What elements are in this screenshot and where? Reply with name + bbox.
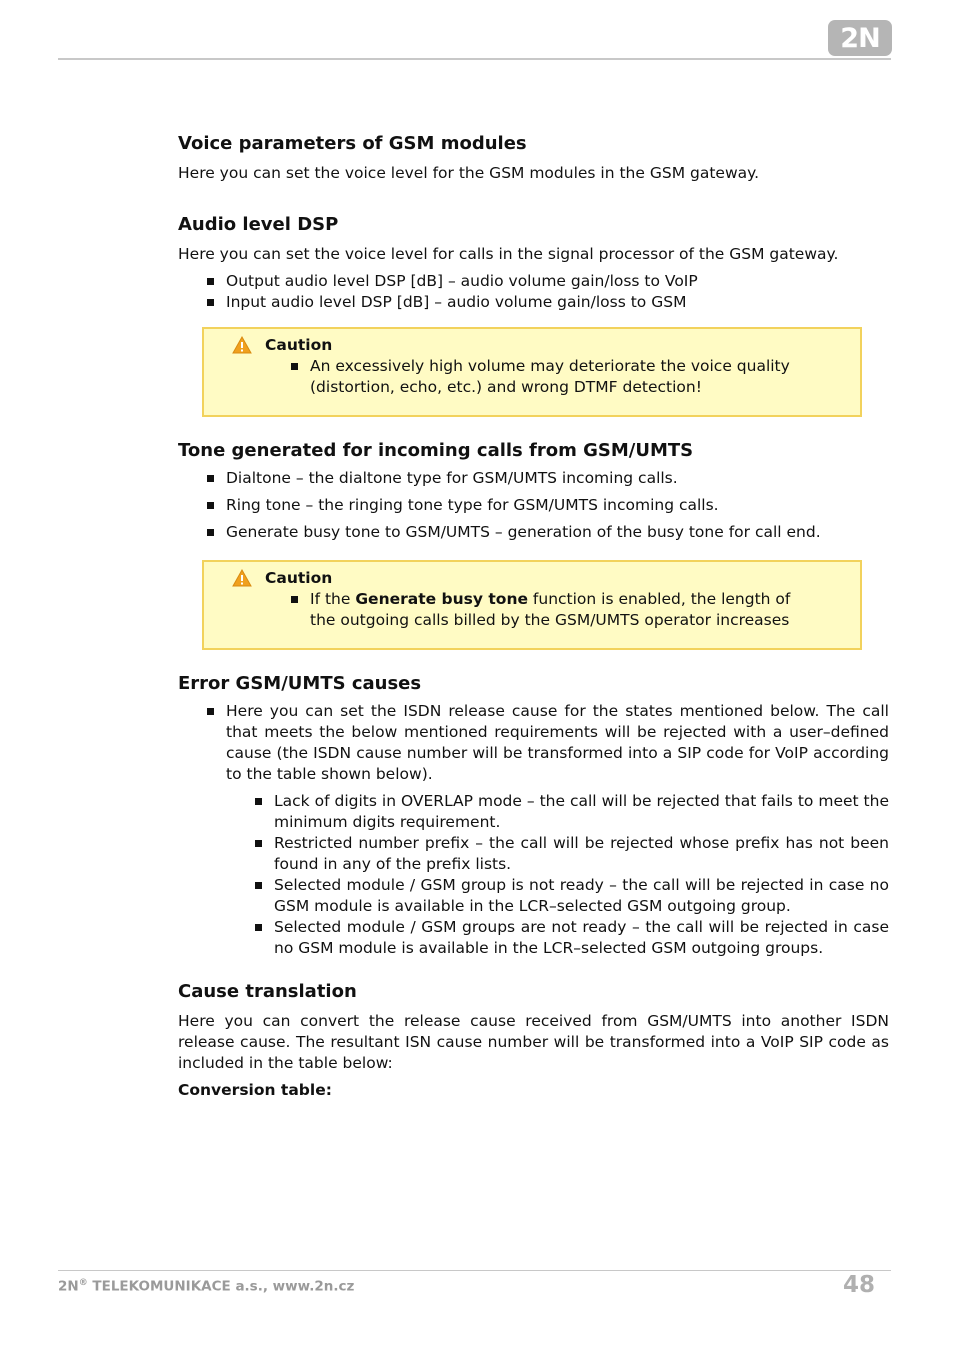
list-item: Input audio level DSP [dB] – audio volume gain/loss to GSM <box>178 292 889 313</box>
section-title-tone: Tone generated for incoming calls from GSM/UMTS <box>178 440 694 461</box>
caution-header <box>204 335 860 355</box>
list-item: Dialtone – the dialtone type for GSM/UMTS incoming calls. <box>178 468 889 489</box>
section-title-voice-parameters: Voice parameters of GSM modules <box>178 133 527 154</box>
list-item: Here you can set the ISDN release cause for the states mentioned below. The call that meets the below mentioned requirements will be rejected with a user–defined cause (the ISDN cause number will be transformed into a SIP code for VoIP according to the table shown below). <box>178 701 889 785</box>
list-item: Restricted number prefix – the call will be rejected whose prefix has not been found in any of the prefix lists. <box>178 833 889 875</box>
list-item: Selected module / GSM groups are not ready – the call will be rejected in case no GSM module is available in the LCR–selected GSM outgoing groups. <box>178 917 889 959</box>
section-title-audio-level: Audio level DSP <box>178 214 339 235</box>
tone-list <box>178 468 889 543</box>
company-logo <box>828 20 892 56</box>
caution-header <box>204 568 860 588</box>
footer-company <box>58 1278 354 1295</box>
caution-box-busy-tone <box>202 560 862 650</box>
section-title-cause-translation: Cause translation <box>178 981 357 1002</box>
section-title-error-causes: Error GSM/UMTS causes <box>178 673 422 694</box>
caution-list <box>204 356 860 398</box>
list-item: Selected module / GSM group is not ready – the call will be rejected in case no GSM module is available in the LCR–selected GSM outgoing group. <box>178 875 889 917</box>
list-item: Output audio level DSP [dB] – audio volume gain/loss to VoIP <box>178 271 889 292</box>
conversion-table-label: Conversion table: <box>178 1081 332 1099</box>
error-causes-list <box>178 701 889 785</box>
caution-text-post: function is enabled, the length of the outgoing calls billed by the GSM/UMTS operator increases <box>310 590 791 629</box>
list-item: Ring tone – the ringing tone type for GSM/UMTS incoming calls. <box>178 495 889 516</box>
header-rule <box>58 58 891 60</box>
footer-rule <box>58 1270 891 1271</box>
warning-icon <box>232 336 252 354</box>
caution-text <box>204 589 860 631</box>
audio-level-list <box>178 271 889 313</box>
warning-icon <box>232 569 252 587</box>
footer-company-text: TELEKOMUNIKACE a.s., www.2n.cz <box>87 1278 355 1295</box>
section-text-cause-translation: Here you can convert the release cause received from GSM/UMTS into another ISDN release cause. The resultant ISN cause number will be transformed into a VoIP SIP code as included in the table below: <box>178 1012 889 1072</box>
error-causes-sublist <box>178 791 889 959</box>
footer-brand: 2N <box>58 1278 79 1295</box>
logo-text: 2N <box>840 22 880 54</box>
caution-text-bold: Generate busy tone <box>355 590 528 608</box>
list-item: Generate busy tone to GSM/UMTS – generation of the busy tone for call end. <box>178 522 889 543</box>
registered-mark: ® <box>78 1278 88 1288</box>
caution-text-pre: If the <box>310 590 356 608</box>
section-text-voice-parameters: Here you can set the voice level for the GSM modules in the GSM gateway. <box>178 164 760 182</box>
caution-box-volume <box>202 327 862 417</box>
page-content <box>178 132 889 1101</box>
caution-list <box>204 589 860 631</box>
caution-title: Caution <box>265 336 333 354</box>
page-number: 48 <box>842 1272 875 1298</box>
caution-text: An excessively high volume may deteriorate the voice quality (distortion, echo, etc.) and wrong DTMF detection! <box>204 356 860 398</box>
section-text-audio-level: Here you can set the voice level for calls in the signal processor of the GSM gateway. <box>178 245 839 263</box>
list-item: Lack of digits in OVERLAP mode – the call will be rejected that fails to meet the minimum digits requirement. <box>178 791 889 833</box>
caution-title: Caution <box>265 569 333 587</box>
